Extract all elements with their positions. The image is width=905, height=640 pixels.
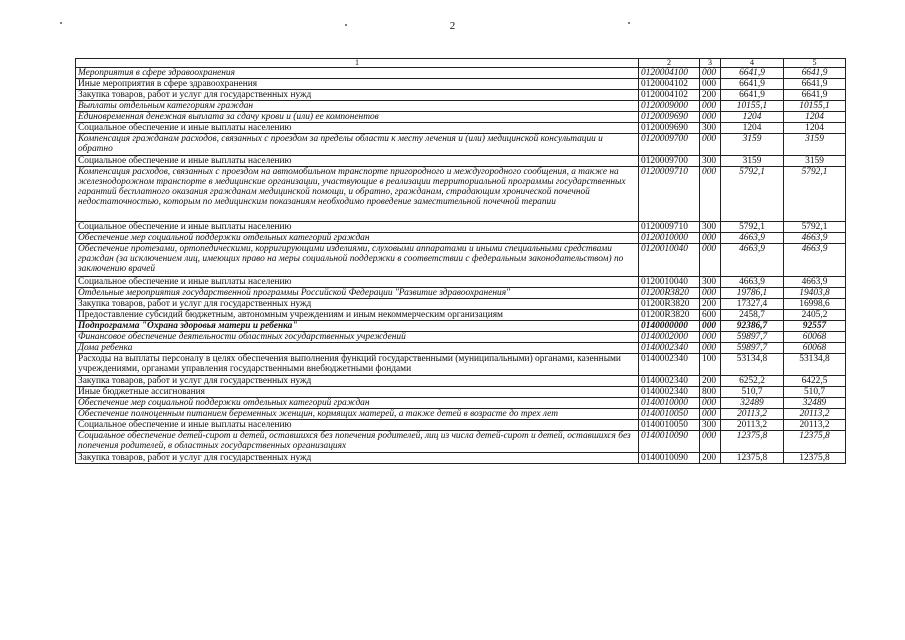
row-value-col4: 3159 xyxy=(721,134,784,156)
table-row xyxy=(76,321,846,332)
row-name-cell: Единовременная денежная выплата за сдачу крови и (или) ее компонентов xyxy=(76,112,639,123)
row-value-col4: 12375,8 xyxy=(721,453,784,464)
row-value-col5: 12375,8 xyxy=(784,431,846,453)
row-value-col5: 60068 xyxy=(784,332,846,343)
row-value-col5: 6641,9 xyxy=(784,79,846,90)
table-row xyxy=(76,299,846,310)
row-value-col4: 6641,9 xyxy=(721,68,784,79)
row-value-col4: 2458,7 xyxy=(721,310,784,321)
row-value-col4: 1204 xyxy=(721,112,784,123)
table-row xyxy=(76,277,846,288)
row-name-cell: Социальное обеспечение и иные выплаты населению xyxy=(76,277,639,288)
row-name-cell: Закупка товаров, работ и услуг для государственных нужд xyxy=(76,90,639,101)
row-name-cell: Обеспечение мер социальной поддержки отдельных категорий граждан xyxy=(76,233,639,244)
row-name-cell: Обеспечение полноценным питанием беременных женщин, кормящих матерей, а также детей в возрасте до трех лет xyxy=(76,409,639,420)
row-vr-cell: 000 xyxy=(700,431,721,453)
row-value-col5: 10155,1 xyxy=(784,101,846,112)
row-name-cell: Социальное обеспечение и иные выплаты населению xyxy=(76,156,639,167)
row-value-col5: 12375,8 xyxy=(784,453,846,464)
row-vr-cell: 000 xyxy=(700,398,721,409)
row-vr-cell: 000 xyxy=(700,233,721,244)
row-value-col4: 1204 xyxy=(721,123,784,134)
row-value-col5: 510,7 xyxy=(784,387,846,398)
row-vr-cell: 300 xyxy=(700,123,721,134)
row-code-cell: 0120010040 xyxy=(639,244,700,277)
row-value-col5: 6641,9 xyxy=(784,90,846,101)
table-row xyxy=(76,68,846,79)
row-code-cell: 0120009710 xyxy=(639,222,700,233)
row-name-cell: Дома ребенка xyxy=(76,343,639,354)
row-value-col4: 20113,2 xyxy=(721,420,784,431)
row-value-col4: 5792,1 xyxy=(721,167,784,222)
row-value-col4: 6641,9 xyxy=(721,90,784,101)
row-vr-cell: 000 xyxy=(700,68,721,79)
row-value-col5: 32489 xyxy=(784,398,846,409)
table-row xyxy=(76,233,846,244)
table-row xyxy=(76,431,846,453)
row-value-col4: 59897,7 xyxy=(721,343,784,354)
row-value-col4: 4663,9 xyxy=(721,233,784,244)
row-value-col5: 4663,9 xyxy=(784,233,846,244)
row-code-cell: 0120009700 xyxy=(639,134,700,156)
row-vr-cell: 000 xyxy=(700,332,721,343)
table-row xyxy=(76,79,846,90)
row-vr-cell: 300 xyxy=(700,420,721,431)
row-code-cell: 0120004100 xyxy=(639,68,700,79)
row-value-col4: 19786,1 xyxy=(721,288,784,299)
column-header: 4 xyxy=(721,59,784,68)
row-value-col5: 3159 xyxy=(784,156,846,167)
table-row xyxy=(76,156,846,167)
row-value-col5: 6422,5 xyxy=(784,376,846,387)
budget-table xyxy=(75,58,846,464)
row-value-col5: 5792,1 xyxy=(784,167,846,222)
row-value-col4: 4663,9 xyxy=(721,244,784,277)
row-vr-cell: 200 xyxy=(700,376,721,387)
table-row xyxy=(76,420,846,431)
table-row xyxy=(76,387,846,398)
row-value-col5: 6641,9 xyxy=(784,68,846,79)
row-value-col4: 10155,1 xyxy=(721,101,784,112)
row-code-cell: 0120009700 xyxy=(639,156,700,167)
row-code-cell: 0140002000 xyxy=(639,332,700,343)
row-value-col5: 5792,1 xyxy=(784,222,846,233)
row-vr-cell: 800 xyxy=(700,387,721,398)
row-code-cell: 0120009710 xyxy=(639,167,700,222)
table-row xyxy=(76,332,846,343)
row-vr-cell: 000 xyxy=(700,112,721,123)
row-name-cell: Закупка товаров, работ и услуг для государственных нужд xyxy=(76,453,639,464)
column-header: 2 xyxy=(639,59,700,68)
table-row xyxy=(76,244,846,277)
row-vr-cell: 200 xyxy=(700,299,721,310)
column-header: 5 xyxy=(784,59,846,68)
row-value-col4: 59897,7 xyxy=(721,332,784,343)
row-vr-cell: 300 xyxy=(700,277,721,288)
row-code-cell: 0140000000 xyxy=(639,321,700,332)
column-header: 1 xyxy=(76,59,639,68)
row-value-col5: 20113,2 xyxy=(784,409,846,420)
row-code-cell: 01200R3820 xyxy=(639,288,700,299)
row-name-cell: Социальное обеспечение и иные выплаты населению xyxy=(76,222,639,233)
table-row xyxy=(76,310,846,321)
row-name-cell: Расходы на выплаты персоналу в целях обеспечения выполнения функций государственными (муниципальными) органами, казенными учреждениями, органами управления государственными внебюджетными фондами xyxy=(76,354,639,376)
row-vr-cell: 200 xyxy=(700,453,721,464)
row-name-cell: Мероприятия в сфере здравоохранения xyxy=(76,68,639,79)
row-code-cell: 0140010050 xyxy=(639,420,700,431)
table-row xyxy=(76,123,846,134)
row-code-cell: 0120009690 xyxy=(639,112,700,123)
row-name-cell: Обеспечение мер социальной поддержки отдельных категорий граждан xyxy=(76,398,639,409)
row-code-cell: 0120009690 xyxy=(639,123,700,134)
row-vr-cell: 300 xyxy=(700,156,721,167)
table-row xyxy=(76,343,846,354)
row-code-cell: 0140010050 xyxy=(639,409,700,420)
row-vr-cell: 000 xyxy=(700,343,721,354)
row-code-cell: 0140002340 xyxy=(639,376,700,387)
scan-speck xyxy=(345,24,347,26)
row-vr-cell: 000 xyxy=(700,321,721,332)
row-code-cell: 0120010040 xyxy=(639,277,700,288)
row-value-col5: 19403,8 xyxy=(784,288,846,299)
row-code-cell: 0140010090 xyxy=(639,431,700,453)
table-row xyxy=(76,167,846,222)
row-name-cell: Предоставление субсидий бюджетным, автономным учреждениям и иным некоммерческим организациям xyxy=(76,310,639,321)
row-name-cell: Компенсация расходов, связанных с проездом на автомобильном транспорте пригородного и междугородного сообщения, а также на железнодорожном транспорте в медицинские организации, участвующие в реализации территориальной программы государственных гарантий бесплатного оказания гражданам медицинской помощи, и обратно, гражданам, страдающим хронической почечной недостаточностью, которым по медицинским показаниям необходимо проведение заместительной почечной терапии xyxy=(76,167,639,222)
row-value-col5: 4663,9 xyxy=(784,277,846,288)
row-code-cell: 01200R3820 xyxy=(639,310,700,321)
row-value-col4: 6252,2 xyxy=(721,376,784,387)
row-vr-cell: 600 xyxy=(700,310,721,321)
row-value-col4: 12375,8 xyxy=(721,431,784,453)
table-row xyxy=(76,134,846,156)
row-name-cell: Социальное обеспечение и иные выплаты населению xyxy=(76,123,639,134)
row-vr-cell: 000 xyxy=(700,409,721,420)
row-value-col5: 20113,2 xyxy=(784,420,846,431)
row-value-col4: 6641,9 xyxy=(721,79,784,90)
row-value-col5: 60068 xyxy=(784,343,846,354)
row-name-cell: Обеспечение протезами, ортопедическими, корригирующими изделиями, слуховыми аппаратами и иными специальными средствами граждан (за исключением лиц, имеющих право на меры социальной поддержки в соответствии с федеральным законодательством) по заключению врачей xyxy=(76,244,639,277)
row-value-col4: 5792,1 xyxy=(721,222,784,233)
row-name-cell: Иные бюджетные ассигнования xyxy=(76,387,639,398)
scan-speck xyxy=(60,22,62,24)
row-value-col5: 53134,8 xyxy=(784,354,846,376)
table-row xyxy=(76,354,846,376)
row-vr-cell: 100 xyxy=(700,354,721,376)
table-row xyxy=(76,409,846,420)
row-value-col5: 4663,9 xyxy=(784,244,846,277)
row-vr-cell: 000 xyxy=(700,167,721,222)
row-name-cell: Социальное обеспечение детей-сирот и детей, оставшихся без попечения родителей, лиц из числа детей-сирот и детей, оставшихся без попечения родителей, в областных государственных организациях xyxy=(76,431,639,453)
row-code-cell: 0140010000 xyxy=(639,398,700,409)
row-value-col5: 92557 xyxy=(784,321,846,332)
row-value-col4: 4663,9 xyxy=(721,277,784,288)
row-vr-cell: 300 xyxy=(700,222,721,233)
row-name-cell: Социальное обеспечение и иные выплаты населению xyxy=(76,420,639,431)
page-number: 2 xyxy=(449,20,456,32)
row-code-cell: 0140002340 xyxy=(639,354,700,376)
row-name-cell: Закупка товаров, работ и услуг для государственных нужд xyxy=(76,299,639,310)
row-value-col5: 3159 xyxy=(784,134,846,156)
row-code-cell: 0120004102 xyxy=(639,90,700,101)
row-value-col5: 16998,6 xyxy=(784,299,846,310)
scan-speck xyxy=(628,22,630,24)
row-code-cell: 0140010090 xyxy=(639,453,700,464)
row-name-cell: Закупка товаров, работ и услуг для государственных нужд xyxy=(76,376,639,387)
row-name-cell: Выплаты отдельным категориям граждан xyxy=(76,101,639,112)
table-row xyxy=(76,376,846,387)
table-row xyxy=(76,453,846,464)
table-row xyxy=(76,398,846,409)
table-row xyxy=(76,222,846,233)
row-vr-cell: 000 xyxy=(700,79,721,90)
row-value-col4: 53134,8 xyxy=(721,354,784,376)
table-header-row xyxy=(76,59,846,68)
row-name-cell: Финансовое обеспечение деятельности областных государственных учреждений xyxy=(76,332,639,343)
row-vr-cell: 200 xyxy=(700,90,721,101)
row-code-cell: 0120009000 xyxy=(639,101,700,112)
row-name-cell: Компенсация гражданам расходов, связанных с проездом за пределы области к месту лечения и (или) медицинской консультации и обратно xyxy=(76,134,639,156)
table-row xyxy=(76,101,846,112)
table-row xyxy=(76,112,846,123)
row-vr-cell: 000 xyxy=(700,101,721,112)
row-vr-cell: 000 xyxy=(700,288,721,299)
row-name-cell: Отдельные мероприятия государственной программы Российской Федерации "Развитие здравоохранения" xyxy=(76,288,639,299)
row-value-col5: 1204 xyxy=(784,112,846,123)
row-value-col4: 17327,4 xyxy=(721,299,784,310)
row-name-cell: Подпрограмма "Охрана здоровья матери и ребенка" xyxy=(76,321,639,332)
row-value-col4: 3159 xyxy=(721,156,784,167)
row-value-col5: 1204 xyxy=(784,123,846,134)
row-vr-cell: 000 xyxy=(700,244,721,277)
column-header: 3 xyxy=(700,59,721,68)
row-value-col4: 32489 xyxy=(721,398,784,409)
row-vr-cell: 000 xyxy=(700,134,721,156)
row-code-cell: 0120010000 xyxy=(639,233,700,244)
row-value-col4: 20113,2 xyxy=(721,409,784,420)
table-row xyxy=(76,90,846,101)
row-value-col5: 2405,2 xyxy=(784,310,846,321)
row-value-col4: 510,7 xyxy=(721,387,784,398)
row-code-cell: 0140002340 xyxy=(639,387,700,398)
row-code-cell: 01200R3820 xyxy=(639,299,700,310)
table-row xyxy=(76,288,846,299)
row-value-col4: 92386,7 xyxy=(721,321,784,332)
row-code-cell: 0120004102 xyxy=(639,79,700,90)
row-code-cell: 0140002340 xyxy=(639,343,700,354)
row-name-cell: Иные мероприятия в сфере здравоохранения xyxy=(76,79,639,90)
